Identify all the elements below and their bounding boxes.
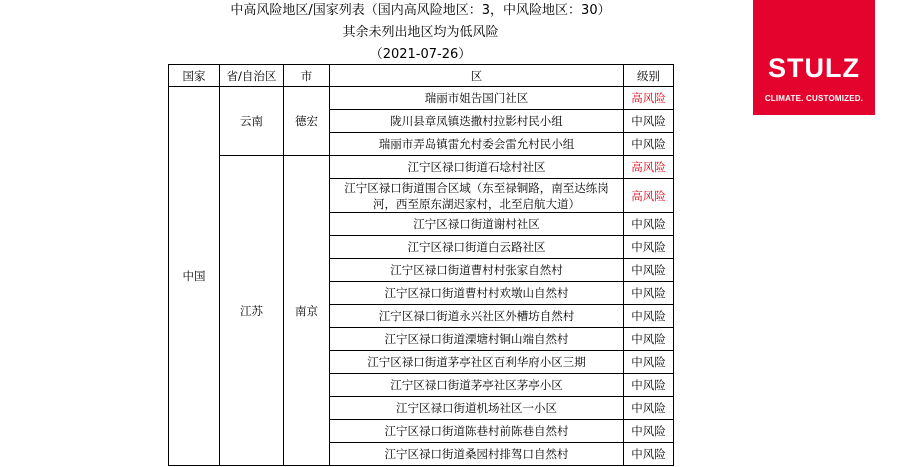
area-cell: 江宁区禄口街道茅亭社区茅亭小区 <box>330 374 624 397</box>
risk-level-cell: 中风险 <box>624 305 674 328</box>
area-cell: 江宁区禄口街道陈巷村前陈巷自然村 <box>330 420 624 443</box>
risk-level-cell: 高风险 <box>624 179 674 213</box>
risk-level-cell: 高风险 <box>624 156 674 179</box>
risk-level-cell: 中风险 <box>624 133 674 156</box>
country-cell: 中国 <box>169 87 220 466</box>
risk-level-cell: 高风险 <box>624 87 674 110</box>
risk-level-cell: 中风险 <box>624 351 674 374</box>
city-cell: 南京 <box>284 156 330 466</box>
stulz-logo <box>753 0 875 115</box>
area-cell: 江宁区禄口街道石埝村社区 <box>330 156 624 179</box>
page-date: （2021-07-26） <box>369 47 472 62</box>
risk-level-cell: 中风险 <box>624 236 674 259</box>
area-cell: 江宁区禄口街道谢村社区 <box>330 213 624 236</box>
page-subtitle: 其余未列出地区均为低风险 <box>342 25 499 40</box>
column-header-country: 国家 <box>169 65 220 87</box>
area-cell: 江宁区禄口街道机场社区一小区 <box>330 397 624 420</box>
risk-level-cell: 中风险 <box>624 443 674 466</box>
risk-level-cell: 中风险 <box>624 420 674 443</box>
area-cell: 瑞丽市姐告国门社区 <box>330 87 624 110</box>
risk-level-cell: 中风险 <box>624 213 674 236</box>
table-row <box>169 156 674 179</box>
column-header-level: 级别 <box>624 65 674 87</box>
area-cell: 江宁区禄口街道永兴社区外槽坊自然村 <box>330 305 624 328</box>
area-cell: 瑞丽市弄岛镇雷允村委会雷允村民小组 <box>330 133 624 156</box>
area-cell: 江宁区禄口街道曹村村张家自然村 <box>330 259 624 282</box>
page-title: 中高风险地区/国家列表（国内高风险地区：3，中风险地区：30） <box>230 3 611 18</box>
area-cell: 陇川县章凤镇迭撒村拉影村民小组 <box>330 110 624 133</box>
column-header-area: 区 <box>330 65 624 87</box>
risk-level-cell: 中风险 <box>624 282 674 305</box>
logo-tagline: CLIMATE. CUSTOMIZED. <box>764 94 864 103</box>
column-header-city: 市 <box>284 65 330 87</box>
area-cell: 江宁区禄口街道桑园村排驾口自然村 <box>330 443 624 466</box>
risk-level-cell: 中风险 <box>624 397 674 420</box>
area-cell: 江宁区禄口街道茅亭社区百利华府小区三期 <box>330 351 624 374</box>
column-header-province: 省/自治区 <box>220 65 284 87</box>
risk-level-cell: 中风险 <box>624 328 674 351</box>
area-cell: 江宁区禄口街道围合区域（东至禄铜路，南至达练岗河，西至原东湖迟家村，北至启航大道） <box>330 179 624 213</box>
header <box>168 0 673 64</box>
province-cell: 江苏 <box>220 156 284 466</box>
risk-level-cell: 中风险 <box>624 259 674 282</box>
risk-level-cell: 中风险 <box>624 374 674 397</box>
table-header-row <box>169 65 674 87</box>
risk-area-table <box>168 64 674 466</box>
logo-brand: STULZ <box>768 53 860 83</box>
risk-level-cell: 中风险 <box>624 110 674 133</box>
area-cell: 江宁区禄口街道白云路社区 <box>330 236 624 259</box>
table-row <box>169 87 674 110</box>
city-cell: 德宏 <box>284 87 330 156</box>
area-cell: 江宁区禄口街道曹村村欢墩山自然村 <box>330 282 624 305</box>
province-cell: 云南 <box>220 87 284 156</box>
area-cell: 江宁区禄口街道溧塘村铜山端自然村 <box>330 328 624 351</box>
